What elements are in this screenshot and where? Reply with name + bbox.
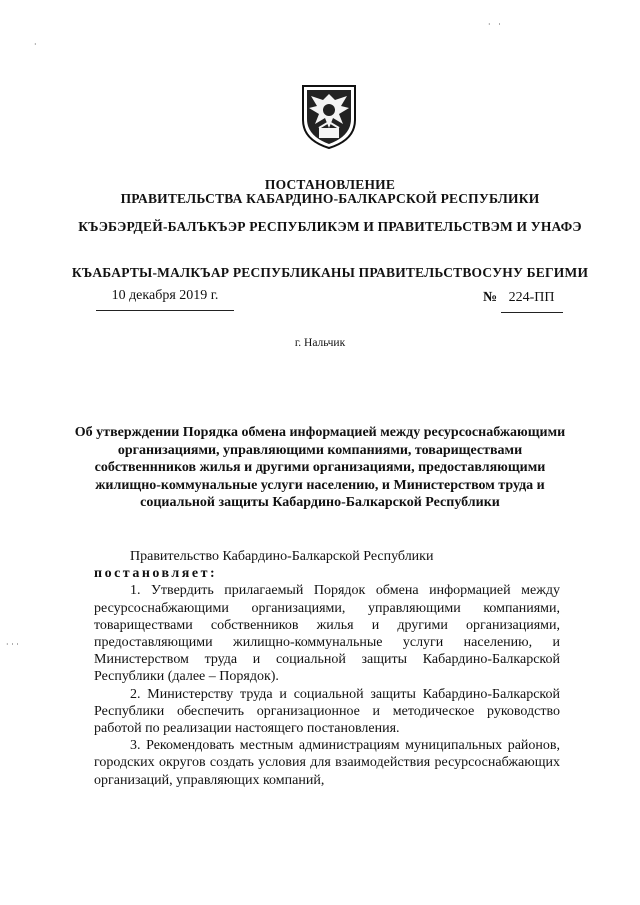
scan-speck: · ·: [488, 20, 501, 29]
paragraph-2: 2. Министерству труда и социальной защиты Кабардино-Балкарской Республики обеспечить организационное и методическое руководство работой по реализации настоящего постановления.: [94, 686, 560, 737]
intro-text: Правительство Кабардино-Балкарской Республики: [130, 549, 434, 564]
kabardian-heading: КЪЭБЭРДЕЙ-БАЛЪКЪЭР РЕСПУБЛИКЭМ И ПРАВИТЕЛЬСТВЭМ И УНАФЭ: [78, 219, 582, 234]
number-sign: №: [483, 290, 498, 305]
document-date: 10 декабря 2019 г.: [96, 288, 234, 311]
paragraph-3: 3. Рекомендовать местным администрациям муниципальных районов, городских округов создать условия для взаимодействия ресурсоснабжающих организаций, управляющих компаний,: [94, 738, 560, 788]
city-name: г. Нальчик: [294, 337, 346, 349]
coat-of-arms-emblem-icon: [297, 78, 361, 150]
scan-speck: ·: [34, 40, 37, 49]
intro-line: [94, 548, 560, 582]
paragraph-1: 1. Утвердить прилагаемый Порядок обмена информацией между ресурсоснабжающими организациями, управляющими компаниями, товариществами собственников жилья и другими организациями, предоставляющими жилищно-коммунальные услуги населению, и Министерством труда и социальной защиты Кабардино-Балкарской Республики (далее – Порядок).: [94, 583, 560, 685]
document-type-heading: ПОСТАНОВЛЕНИЕ: [264, 177, 396, 192]
scan-speck: · · ·: [6, 640, 19, 649]
resolution-title: Об утверждении Порядка обмена информацией между ресурсоснабжающими организациями, управляющими компаниями, товариществами собственнников жилья и другими организациями, предоставляющими жилищно-коммунальные услуги населению, и Министерством труда и социальной защиты Кабардино-Балкарской Республики: [74, 425, 566, 510]
balkar-heading: КЪАБАРТЫ-МАЛКЪАР РЕСПУБЛИКАНЫ ПРАВИТЕЛЬСТВОСУНУ БЕГИМИ: [71, 265, 589, 280]
number-value: 224-ПП: [501, 290, 563, 313]
resolves-word: постановляет:: [94, 566, 218, 582]
government-name-heading: ПРАВИТЕЛЬСТВА КАБАРДИНО-БАЛКАРСКОЙ РЕСПУБЛИКИ: [120, 191, 540, 206]
resolution-body: [94, 548, 560, 789]
document-number: [483, 290, 565, 313]
